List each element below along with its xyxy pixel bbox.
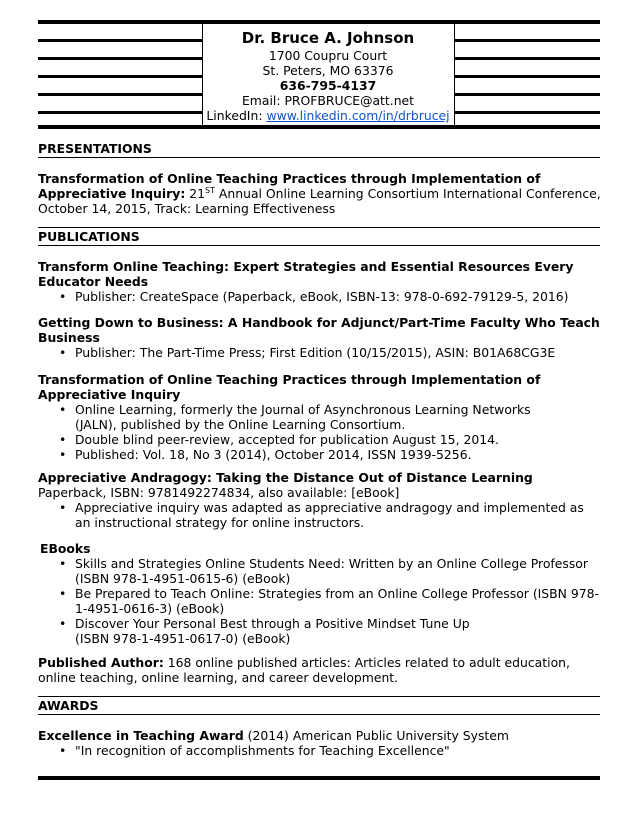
award-title: Excellence in Teaching Award bbox=[38, 728, 244, 743]
right-bar-4 bbox=[455, 93, 600, 96]
publications-rule bbox=[38, 245, 600, 246]
list-item: • Be Prepared to Teach Online: Strategies from an Online College Professor (ISBN 978-1-4951-0616-3) (eBook) bbox=[38, 586, 603, 616]
published-author bbox=[38, 655, 603, 685]
presentations-heading: PRESENTATIONS bbox=[38, 141, 152, 156]
list-item: • Publisher: The Part-Time Press; First Edition (10/15/2015), ASIN: B01A68CG3E bbox=[38, 345, 603, 360]
award-entry bbox=[38, 728, 603, 758]
presentation-ordinal-sup: ST bbox=[205, 185, 215, 195]
publications-heading: PUBLICATIONS bbox=[38, 229, 140, 244]
awards-heading: AWARDS bbox=[38, 698, 99, 713]
list-item: • Online Learning, formerly the Journal of Asynchronous Learning Networks (JALN), published by the Online Learning Consortium. bbox=[38, 402, 603, 432]
ebook-isbn-continuation: (ISBN 978-1-4951-0617-0) (eBook) bbox=[75, 631, 291, 646]
right-bar-1 bbox=[455, 39, 600, 42]
award-detail: (2014) American Public University System bbox=[243, 728, 509, 743]
list-item: • Discover Your Personal Best through a Positive Mindset Tune Up bbox=[38, 616, 603, 631]
presentation-entry bbox=[38, 171, 603, 216]
street-address: 1700 Coupru Court bbox=[268, 48, 388, 63]
linkedin-label: LinkedIn: bbox=[206, 108, 267, 123]
presentations-rule bbox=[38, 157, 600, 158]
awards-rule bbox=[38, 714, 600, 715]
list-item: • Skills and Strategies Online Students Need: Written by an Online College Professor (ISBN 978-1-4951-0615-6) (eBook) bbox=[38, 556, 603, 586]
right-bar-3 bbox=[455, 75, 600, 78]
ebooks-heading: EBooks bbox=[40, 541, 91, 556]
publication-item-1 bbox=[38, 259, 603, 304]
publication-subline: Paperback, ISBN: 9781492274834, also available: [eBook] bbox=[38, 485, 400, 500]
published-author-label: Published Author: bbox=[38, 655, 164, 670]
presentation-title: Transformation of Online Teaching Practices through Implementation of Appreciative Inquiry: bbox=[38, 171, 541, 201]
list-item: • Appreciative inquiry was adapted as appreciative andragogy and implemented as an instructional strategy for online instructors. bbox=[38, 500, 603, 530]
linkedin-link[interactable]: www.linkedin.com/in/drbrucej bbox=[266, 108, 450, 123]
city-state: St. Peters, MO 63376 bbox=[262, 63, 394, 78]
list-item: • "In recognition of accomplishments for Teaching Excellence" bbox=[38, 743, 603, 758]
list-item: • Published: Vol. 18, No 3 (2014), October 2014, ISSN 1939-5256. bbox=[38, 447, 603, 462]
left-bar-5 bbox=[38, 111, 202, 114]
right-bar-5 bbox=[455, 111, 600, 114]
phone-number: 636-795-4137 bbox=[279, 78, 377, 93]
presentation-detail: Annual Online Learning Consortium International Conference, October 14, 2015, Track: Learning Effectiveness bbox=[38, 186, 601, 216]
publication-title: Transformation of Online Teaching Practices through Implementation of Appreciative Inquiry bbox=[38, 372, 541, 402]
list-item: • Double blind peer-review, accepted for publication August 15, 2014. bbox=[38, 432, 603, 447]
person-name: Dr. Bruce A. Johnson bbox=[241, 29, 415, 47]
published-author-text: 168 online published articles: Articles related to adult education, online teaching, online learning, and career development. bbox=[38, 655, 570, 685]
publications-top-rule bbox=[38, 227, 600, 228]
right-bar-2 bbox=[455, 57, 600, 60]
contact-header bbox=[202, 24, 454, 125]
presentation-ordinal: 21 bbox=[189, 186, 206, 201]
left-bar-1 bbox=[38, 39, 202, 42]
publication-title: Transform Online Teaching: Expert Strategies and Essential Resources Every Educator Needs bbox=[38, 259, 574, 289]
publication-item-4 bbox=[38, 470, 603, 530]
publication-item-3 bbox=[38, 372, 603, 462]
bottom-rule bbox=[38, 776, 600, 780]
left-bar-4 bbox=[38, 93, 202, 96]
email: Email: PROFBRUCE@att.net bbox=[241, 93, 415, 108]
awards-top-rule bbox=[38, 696, 600, 697]
linkedin-line bbox=[202, 108, 454, 123]
left-bar-3 bbox=[38, 75, 202, 78]
header-right-divider bbox=[454, 24, 455, 125]
left-bar-2 bbox=[38, 57, 202, 60]
publication-title: Getting Down to Business: A Handbook for Adjunct/Part-Time Faculty Who Teach Business bbox=[38, 315, 600, 345]
header-bottom-rule bbox=[38, 125, 600, 129]
ebooks-list bbox=[38, 556, 603, 646]
list-item: • Publisher: CreateSpace (Paperback, eBook, ISBN-13: 978-0-692-79129-5, 2016) bbox=[38, 289, 603, 304]
publication-item-2 bbox=[38, 315, 603, 360]
publication-title: Appreciative Andragogy: Taking the Distance Out of Distance Learning bbox=[38, 470, 533, 485]
